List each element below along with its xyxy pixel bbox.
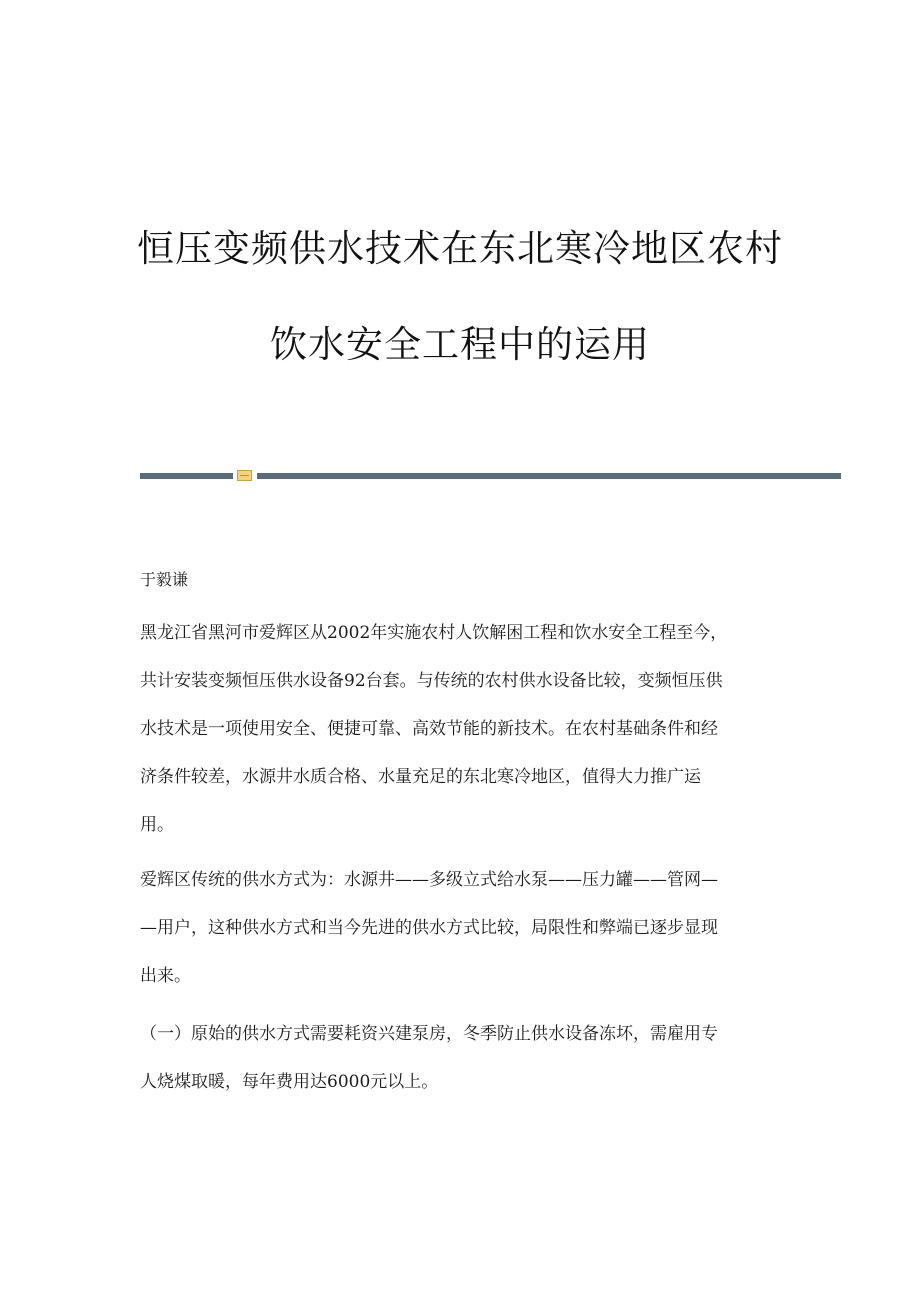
paragraph-line: 爱辉区传统的供水方式为：水源井——多级立式给水泵——压力罐——管网— [140, 870, 718, 890]
document-title-line-2: 饮水安全工程中的运用 [270, 323, 650, 366]
paragraph-line: 出来。 [140, 966, 191, 986]
author-name: 于毅谦 [140, 570, 189, 589]
paragraph-line: 人烧煤取暖，每年费用达6000元以上。 [140, 1072, 439, 1092]
paragraph-line: 用。 [140, 815, 174, 835]
paragraph-point-one [140, 1022, 780, 1118]
paragraph-line: 济条件较差，水源井水质合格、水量充足的东北寒冷地区，值得大力推广运 [140, 767, 701, 787]
paragraph-line: 共计安装变频恒压供水设备92台套。与传统的农村供水设备比较，变频恒压供 [140, 671, 723, 691]
paragraph-traditional-supply [140, 868, 780, 1012]
divider-ornament-icon [237, 470, 252, 481]
paragraph-line: —用户，这种供水方式和当今先进的供水方式比较，局限性和弊端已逐步显现 [140, 918, 718, 938]
paragraph-intro [140, 621, 780, 861]
divider-bar-left [140, 473, 233, 479]
divider-bar-right [257, 473, 841, 479]
title-divider [140, 470, 841, 482]
paragraph-line: 黑龙江省黑河市爱辉区从2002年实施农村人饮解困工程和饮水安全工程至今， [140, 623, 728, 643]
paragraph-line: 水技术是一项使用安全、便捷可靠、高效节能的新技术。在农村基础条件和经 [140, 719, 718, 739]
paragraph-line: （一）原始的供水方式需要耗资兴建泵房，冬季防止供水设备冻坏，需雇用专 [140, 1024, 718, 1044]
document-title-line-1: 恒压变频供水技术在东北寒冷地区农村 [137, 227, 783, 270]
